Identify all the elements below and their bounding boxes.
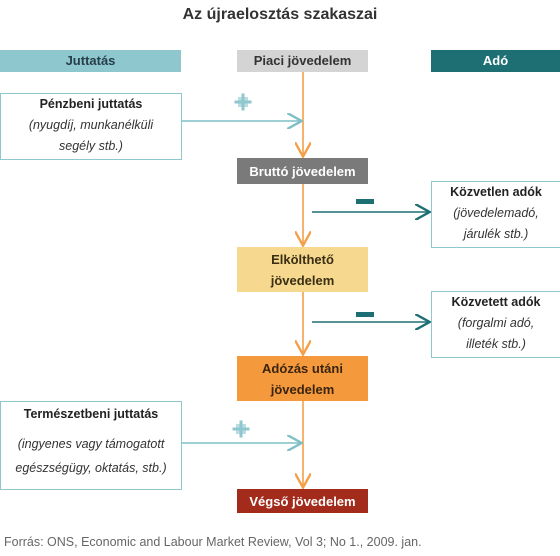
benefit-title: Természetbeni juttatás	[23, 407, 159, 421]
benefit-box-penzbeni	[0, 93, 182, 160]
benefit-box-termeszetbeni	[0, 401, 182, 490]
stage-elkoltheto-jovedelem	[237, 247, 368, 292]
diagram-title: Az újraelosztás szakaszai	[182, 6, 378, 23]
benefit-desc-line1: (nyugdíj, munkanélküli	[28, 118, 154, 132]
tax-desc-line2: illeték stb.)	[466, 337, 526, 351]
stage-label-line1: Elkölthető	[271, 251, 334, 267]
plus-icon	[235, 94, 252, 111]
tax-desc-line1: (jövedelemadó,	[453, 206, 539, 220]
plus-icon	[233, 421, 250, 438]
tax-title: Közvetlen adók	[450, 185, 542, 199]
stage-label-line1: Adózás utáni	[262, 360, 343, 376]
stage-label: Végső jövedelem	[249, 493, 356, 509]
header-juttatas: Juttatás	[0, 50, 181, 72]
tax-box-kozvetlen	[431, 181, 560, 248]
tax-desc-line1: (forgalmi adó,	[457, 316, 535, 330]
header-piaci-jovedelem: Piaci jövedelem	[237, 50, 368, 72]
stage-label-line2: jövedelem	[270, 381, 335, 397]
stage-label: Bruttó jövedelem	[249, 163, 356, 179]
benefit-desc-line1: (ingyenes vagy támogatott	[17, 437, 165, 451]
benefit-desc-line2: egészségügy, oktatás, stb.)	[15, 461, 167, 475]
stage-vegso-jovedelem	[237, 489, 368, 513]
tax-box-kozvetett	[431, 291, 560, 358]
stage-label-line2: jövedelem	[270, 272, 335, 288]
tax-title: Közvetett adók	[451, 295, 541, 309]
header-ado: Adó	[431, 50, 560, 72]
minus-icon	[356, 312, 374, 317]
benefit-desc-line2: segély stb.)	[59, 139, 123, 153]
stage-brutto-jovedelem	[237, 158, 368, 184]
tax-desc-line2: járulék stb.)	[463, 227, 529, 241]
minus-icon	[356, 199, 374, 204]
stage-adozas-utani-jovedelem	[237, 356, 368, 401]
source-note: Forrás: ONS, Economic and Labour Market Review, Vol 3; No 1., 2009. jan.	[4, 535, 422, 549]
benefit-title: Pénzbeni juttatás	[39, 97, 143, 111]
